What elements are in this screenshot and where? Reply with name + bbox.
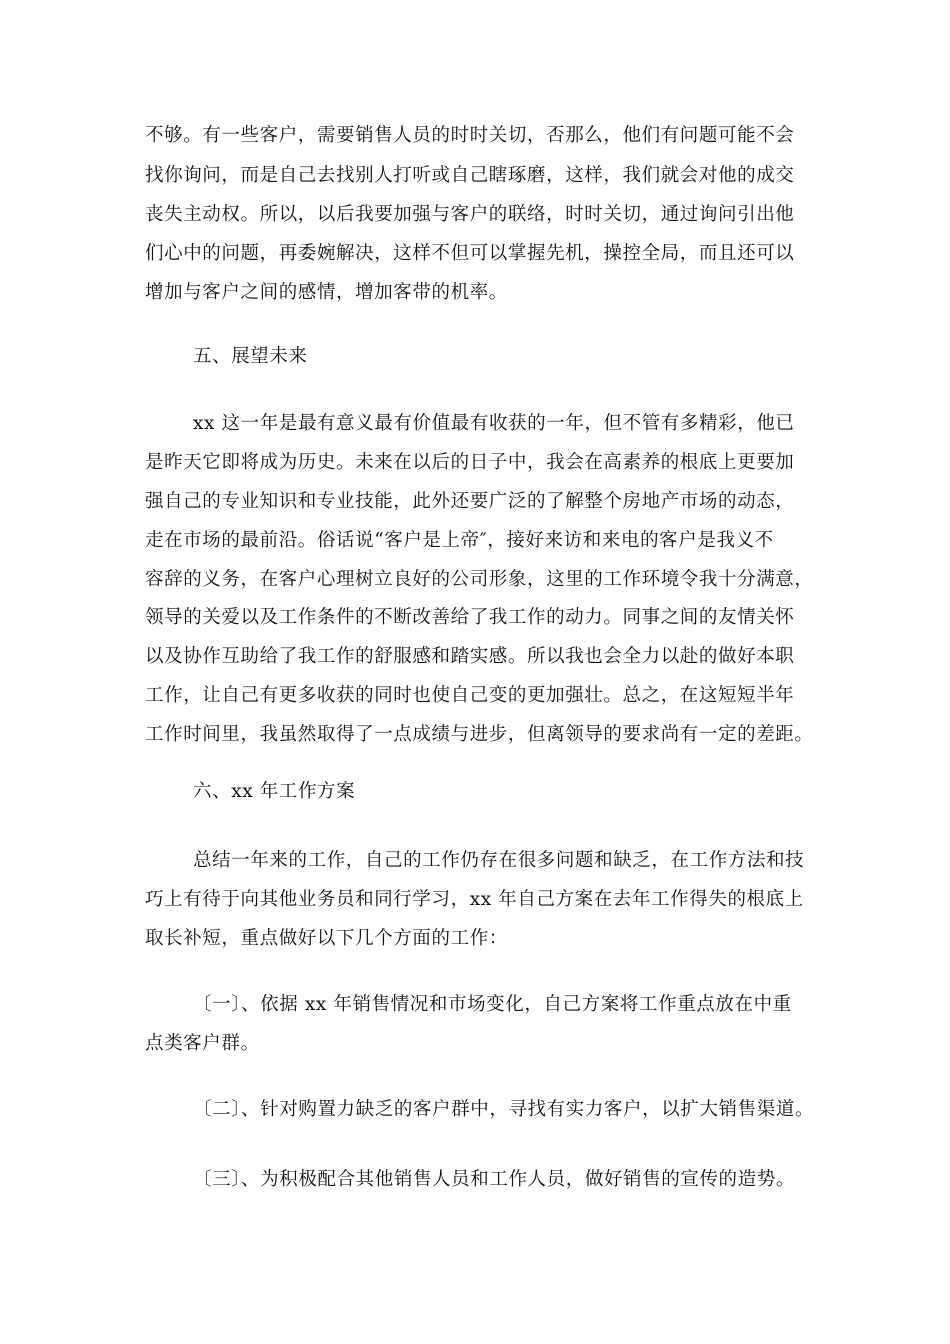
paragraph-line: 们心中的问题，再委婉解决，这样不但可以掌握先机，操控全局，而且还可以 (145, 243, 795, 264)
paragraph-line: xx 这一年是最有意义最有价值最有收获的一年，但不管有多精彩，他已 (193, 413, 795, 434)
list-item-line: 〔一〕、依据 xx 年销售情况和市场变化，自己方案将工作重点放在中重 (193, 994, 792, 1015)
paragraph-line: 巧上有待于向其他业务员和同行学习，xx 年自己方案在去年工作得失的根底上 (145, 889, 804, 910)
paragraph-line: 总结一年来的工作，自己的工作仍存在很多问题和缺乏，在工作方法和技 (193, 850, 805, 871)
paragraph-line: 领导的关爱以及工作条件的不断改善给了我工作的动力。同事之间的友情关怀 (145, 607, 795, 628)
paragraph-line: 丧失主动权。所以，以后我要加强与客户的联络，时时关切，通过询问引出他 (145, 204, 795, 225)
section-heading: 五、展望未来 (193, 346, 308, 367)
paragraph-line: 工作时间里，我虽然取得了一点成绩与进步，但离领导的要求尚有一定的差距。 (145, 724, 814, 745)
paragraph-line: 工作，让自己有更多收获的同时也使自己变的更加强壮。总之，在这短短半年 (145, 685, 795, 706)
paragraph-line: 是昨天它即将成为历史。未来在以后的日子中，我会在高素养的根底上更要加 (145, 452, 795, 473)
paragraph-line: 取长补短，重点做好以下几个方面的工作： (145, 928, 508, 949)
paragraph-line: 以及协作互助给了我工作的舒服感和踏实感。所以我也会全力以赴的做好本职 (145, 646, 795, 667)
paragraph-line: 增加与客户之间的感情，增加客带的机率。 (145, 282, 508, 303)
paragraph-line: 走在市场的最前沿。俗话说“客户是上帝″，接好来访和来电的客户是我义不 (145, 530, 774, 551)
paragraph-line: 容辞的义务，在客户心理树立良好的公司形象，这里的工作环境令我十分满意， (145, 569, 814, 590)
list-item-line: 〔二〕、针对购置力缺乏的客户群中，寻找有实力客户，以扩大销售渠道。 (193, 1099, 815, 1120)
paragraph-line: 找你询问，而是自己去找别人打听或自己瞎琢磨，这样，我们就会对他的成交 (145, 165, 795, 186)
list-item-line: 点类客户群。 (145, 1033, 260, 1054)
paragraph-line: 不够。有一些客户，需要销售人员的时时关切，否那么，他们有问题可能不会 (145, 125, 795, 146)
list-item-line: 〔三〕、为积极配合其他销售人员和工作人员，做好销售的宣传的造势。 (193, 1169, 795, 1190)
paragraph-line: 强自己的专业知识和专业技能，此外还要广泛的了解整个房地产市场的动态， (145, 491, 795, 512)
section-heading: 六、xx 年工作方案 (193, 781, 356, 802)
